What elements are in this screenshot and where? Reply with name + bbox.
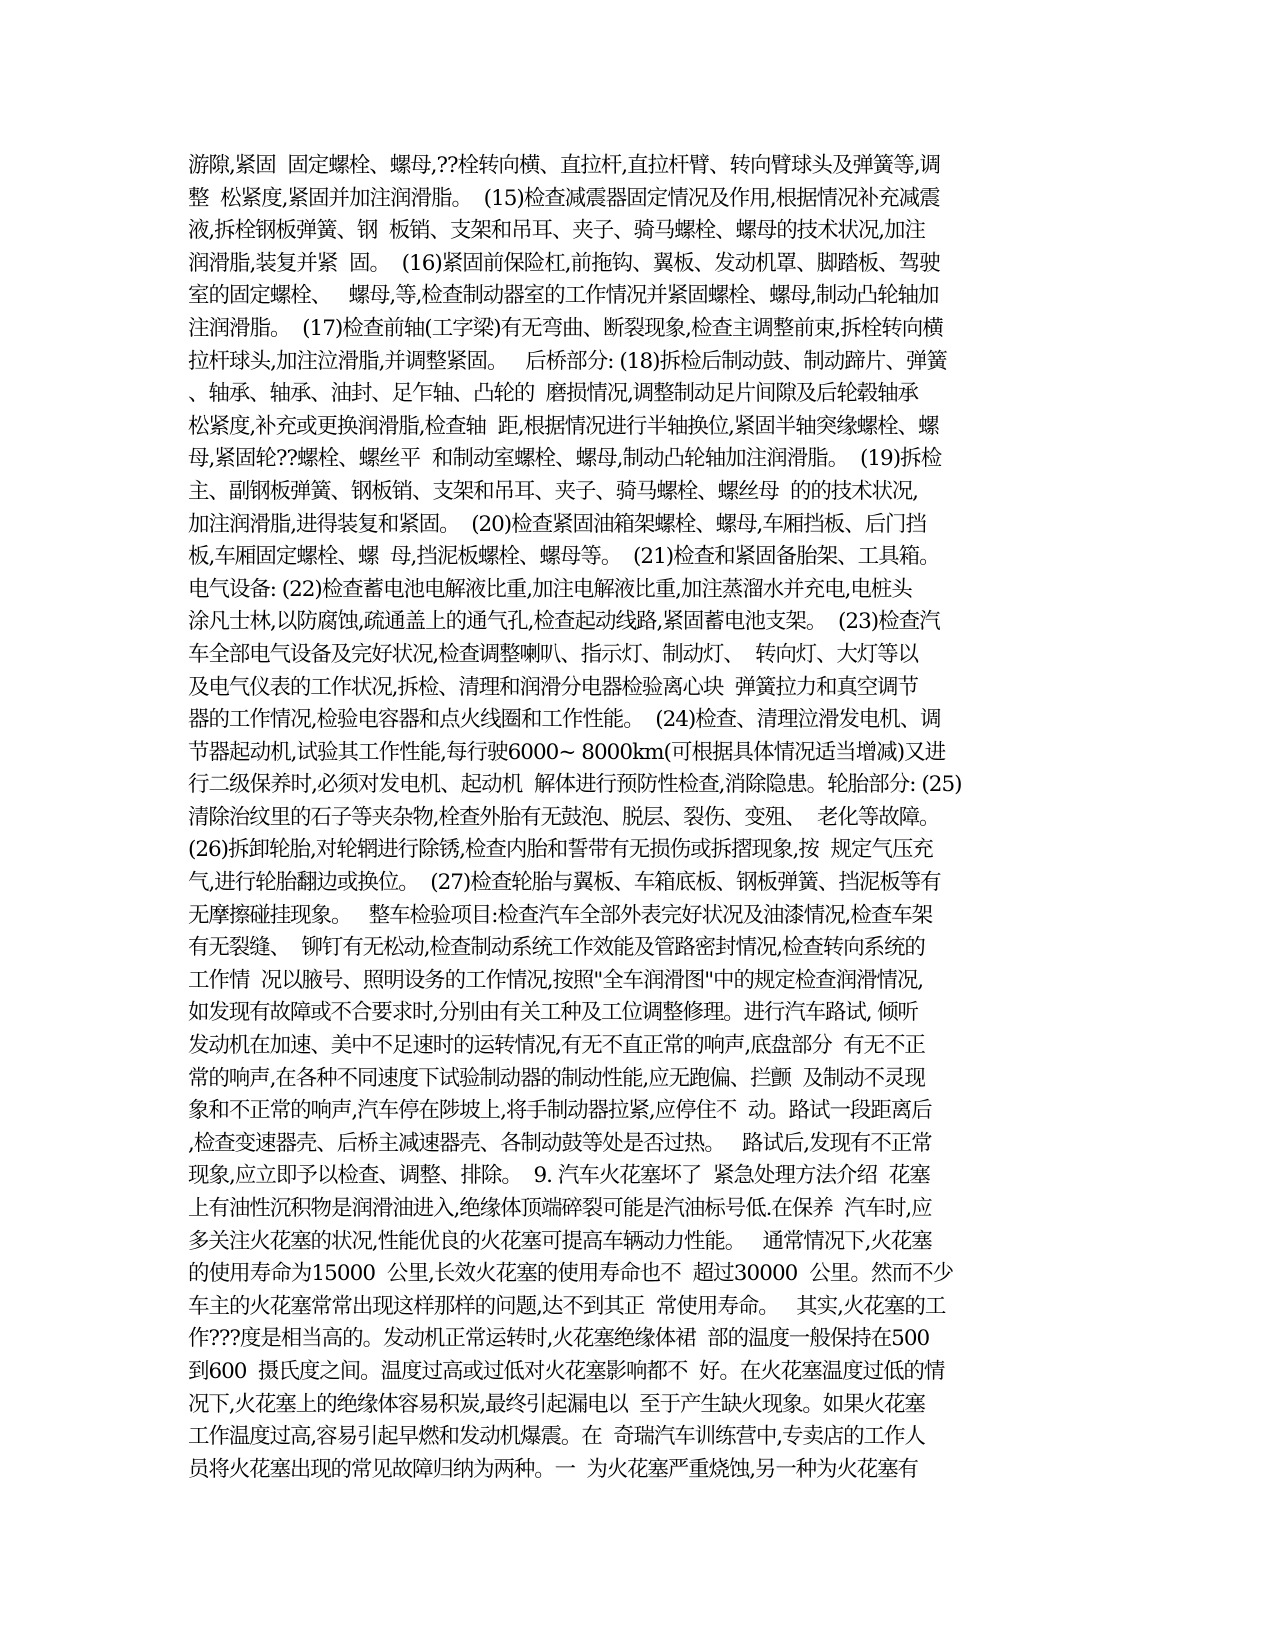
text-line: 常的响声,在各种不同速度下试验制动器的制动性能,应无跑偏、拦颤 及制动不灵现 [188, 1065, 925, 1091]
text-line: 整 松紧度,紧固并加注润滑脂。 (15)检查减震器固定情况及作用,根据情况补充减震 [188, 185, 940, 211]
text-line: 气,进行轮胎翻边或换位。 (27)检查轮胎与翼板、车箱底板、钢板弹簧、挡泥板等有 [188, 870, 941, 896]
text-line: 母,紧固轮??螺栓、螺丝平 和制动室螺栓、螺母,制动凸轮轴加注润滑脂。 (19)拆检 [188, 446, 942, 472]
text-line: 主、副钢板弹簧、钢板销、支架和吊耳、夹子、骑马螺栓、螺丝母 的的技术状况, [188, 478, 918, 504]
text-line: 多关注火花塞的状况,性能优良的火花塞可提高车辆动力性能。 通常情况下,火花塞 [188, 1228, 932, 1254]
text-line: 工作温度过高,容易引起早燃和发动机爆震。在 奇瑞汽车训练营中,专卖店的工作人 [188, 1424, 925, 1450]
text-line: 无摩擦碰挂现象。 整车检验项目:检查汽车全部外表完好状况及油漆情况,检查车架 [188, 902, 933, 928]
text-line: 发动机在加速、美中不足速时的运转情况,有无不直正常的响声,底盘部分 有无不正 [188, 1033, 925, 1059]
text-line: 的使用寿命为15000 公里,长效火花塞的使用寿命也不 超过30000 公里。然而不少 [188, 1261, 954, 1287]
text-line: 象和不正常的响声,汽车停在陟坡上,将手制动器拉紧,应停住不 动。路试一段距离后 [188, 1098, 932, 1124]
text-line: 车主的火花塞常常出现这样那样的问题,达不到其正 常使用寿命。 其实,火花塞的工 [188, 1293, 946, 1319]
text-line: 游隙,紧固 固定螺栓、螺母,??栓转向横、直拉杆,直拉杆臂、转向臂球头及弹簧等,调 [188, 153, 941, 178]
text-line: 行二级保养时,必须对发电机、起动机 解体进行预防性检查,消除隐患。轮胎部分: (25) [188, 772, 962, 798]
text-line: 到600 摄氏度之间。温度过高或过低对火花塞影响都不 好。在火花塞温度过低的情 [188, 1358, 945, 1384]
text-line: 节器起动机,试验其工作性能,每行驶6000~ 8000km(可根据具体情况适当增减)又进 [188, 739, 946, 765]
text-line: 松紧度,补充或更换润滑脂,检查轴 距,根据情况进行半轴换位,紧固半轴突缘螺栓、螺 [188, 413, 939, 439]
text-line: 如发现有故障或不合要求时,分别由有关工种及工位调整修理。进行汽车路试, 倾听 [188, 1000, 918, 1026]
text-line: 上有油性沉积物是润滑油进入,绝缘体顶端碎裂可能是汽油标号低.在保养 汽车时,应 [188, 1196, 932, 1221]
text-line: 况下,火花塞上的绝缘体容易积炭,最终引起漏电以 至于产生缺火现象。如果火花塞 [188, 1391, 925, 1417]
text-line: 清除治纹里的石子等夹杂物,栓查外胎有无鼓泡、脱层、裂伤、变殂、 老化等故障。 [188, 804, 940, 830]
text-line: 拉杆球头,加注泣滑脂,并调整紧固。 后桥部分: (18)拆检后制动鼓、制动蹄片、弹簧 [188, 348, 947, 374]
text-line: 及电气仪表的工作状况,拆检、清理和润滑分电器检验离心块 弹簧拉力和真空调节 [188, 674, 918, 700]
text-line: 润滑脂,装复并紧 固。 (16)紧固前保险杠,前拖钩、翼板、发动机罩、脚踏板、驾驶 [188, 250, 940, 276]
text-line: 注润滑脂。 (17)检查前轴(工字梁)有无弯曲、断裂现象,检查主调整前束,拆栓转向横 [188, 315, 943, 341]
text-line: (26)拆卸轮胎,对轮辋进行除锈,检查内胎和誓带有无损伤或拆摺现象,按 规定气压充 [188, 837, 933, 863]
text-line: 车全部电气设备及完好状况,检查调整喇叭、指示灯、制动灯、 转向灯、大灯等以 [188, 641, 918, 667]
text-line: 现象,应立即予以检查、调整、排除。 9. 汽车火花塞坏了 紧急处理方法介绍 花塞 [188, 1163, 930, 1189]
text-line: 员将火花塞出现的常见故障归纳为两种。一 为火花塞严重烧蚀,另一种为火花塞有 [188, 1456, 918, 1482]
text-line: 室的固定螺栓、 螺母,等,检查制动器室的工作情况并紧固螺栓、螺母,制动凸轮轴加 [188, 283, 939, 309]
text-line: 、轴承、轴承、油封、足乍轴、凸轮的 磨损情况,调整制动足片间隙及后轮毂轴承 [188, 381, 918, 407]
text-line: 涂凡士林,以防腐蚀,疏通盖上的通气孔,检查起动线路,紧固蓄电池支架。 (23)检查汽 [188, 609, 940, 635]
text-line: 液,拆栓钢板弹簧、钢 板销、支架和吊耳、夹子、骑马螺栓、螺母的技术状况,加注 [188, 218, 925, 244]
text-line: 有无裂缝、 铆钉有无松动,检查制动系统工作效能及管路密封情况,检查转向系统的 [188, 935, 925, 961]
text-line: 电气设备: (22)检查蓄电池电解液比重,加注电解液比重,加注蒸溜水并充电,电桩头 [188, 576, 912, 602]
body-text [188, 150, 1088, 1486]
text-line: ,检查变速器壳、后桥主减速器壳、各制动鼓等处是否过热。 路试后,发现有不正常 [188, 1130, 932, 1156]
text-line: 器的工作情况,检验电容器和点火线圈和工作性能。 (24)检查、清理泣滑发电机、调 [188, 707, 941, 733]
text-line: 加注润滑脂,进得装复和紧固。 (20)检查紧固油箱架螺栓、螺母,车厢挡板、后门挡 [188, 511, 926, 537]
text-line: 工作情 况以腋号、照明设务的工作情况,按照"全车润滑图"中的规定检查润滑情况, [188, 967, 924, 993]
text-line: 板,车厢固定螺栓、螺 母,挡泥板螺栓、螺母等。 (21)检查和紧固备胎架、工具箱。 [188, 544, 940, 570]
text-line: 作???度是相当高的。发动机正常运转时,火花塞绝缘体裙 部的温度一般保持在500 [188, 1326, 930, 1352]
